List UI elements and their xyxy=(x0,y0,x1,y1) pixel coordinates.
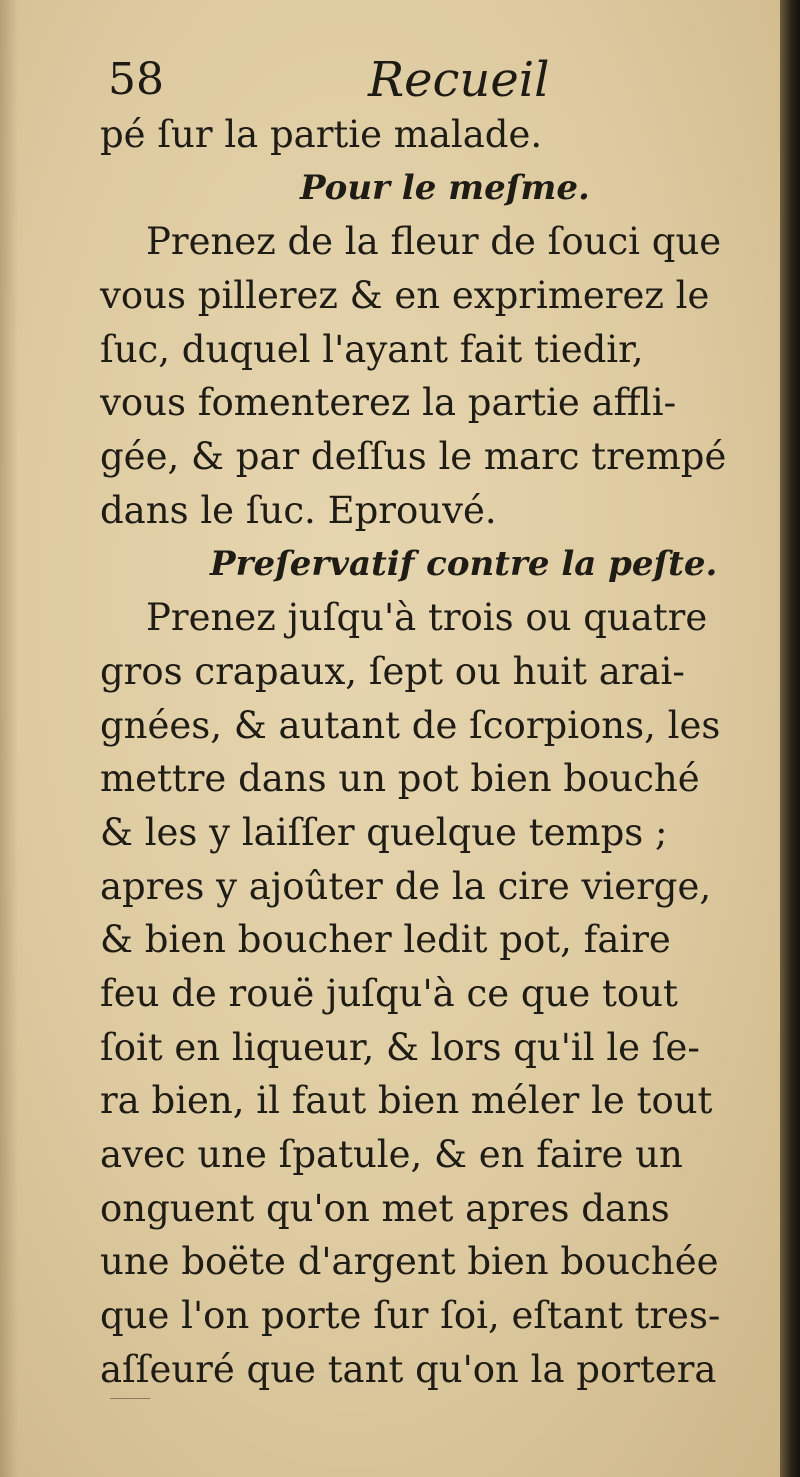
text-line: mettre dans un pot bien bouché xyxy=(100,757,700,801)
text-line: dans le ſuc. Eprouvé. xyxy=(100,488,497,532)
section-heading: Preſervatif contre la peſte. xyxy=(210,543,718,584)
page-gutter-shadow xyxy=(0,0,18,1477)
text-line: feu de rouë juſqu'à ce que tout xyxy=(100,972,678,1015)
text-line: une boëte d'argent bien bouchée xyxy=(100,1240,719,1284)
text-line: vous fomenterez la partie affli- xyxy=(100,381,677,425)
text-line: apres y ajoûter de la cire vierge, xyxy=(100,864,712,908)
page-header xyxy=(100,52,760,112)
text-line: vous pillerez & en exprimerez le xyxy=(100,274,710,318)
body-text xyxy=(100,108,770,1397)
text-line: avec une ſpatule, & en faire un xyxy=(100,1133,683,1177)
text-line: ſoit en liqueur, & lors qu'il le ſe- xyxy=(100,1025,700,1069)
text-line: que l'on porte ſur ſoi, eſtant tres- xyxy=(100,1294,721,1338)
text-line: ſuc, duquel l'ayant fait tiedir, xyxy=(100,327,644,371)
text-line: Prenez de la fleur de ſouci que xyxy=(146,220,722,264)
page-number: 58 xyxy=(108,54,164,105)
section-heading: Pour le meſme. xyxy=(300,167,590,208)
text-line: Prenez juſqu'à trois ou quatre xyxy=(146,596,708,640)
text-line: onguent qu'on met apres dans xyxy=(100,1186,670,1230)
text-line: aſſeuré que tant qu'on la portera xyxy=(100,1347,717,1391)
text-line: pé ſur la partie malade. xyxy=(100,113,543,156)
running-title: Recueil xyxy=(368,52,550,108)
text-line: gros crapaux, ſept ou huit arai- xyxy=(100,649,685,693)
text-line: ra bien, il faut bien méler le tout xyxy=(100,1079,713,1123)
text-line: & les y laiſſer quelque temps ; xyxy=(100,810,668,854)
text-line: gnées, & autant de ſcorpions, les xyxy=(100,703,721,747)
text-line: & bien boucher ledit pot, faire xyxy=(100,918,671,962)
page-edge xyxy=(780,0,800,1477)
text-line: gée, & par deſſus le marc trempé xyxy=(100,435,727,479)
footer-rule xyxy=(110,1398,150,1399)
